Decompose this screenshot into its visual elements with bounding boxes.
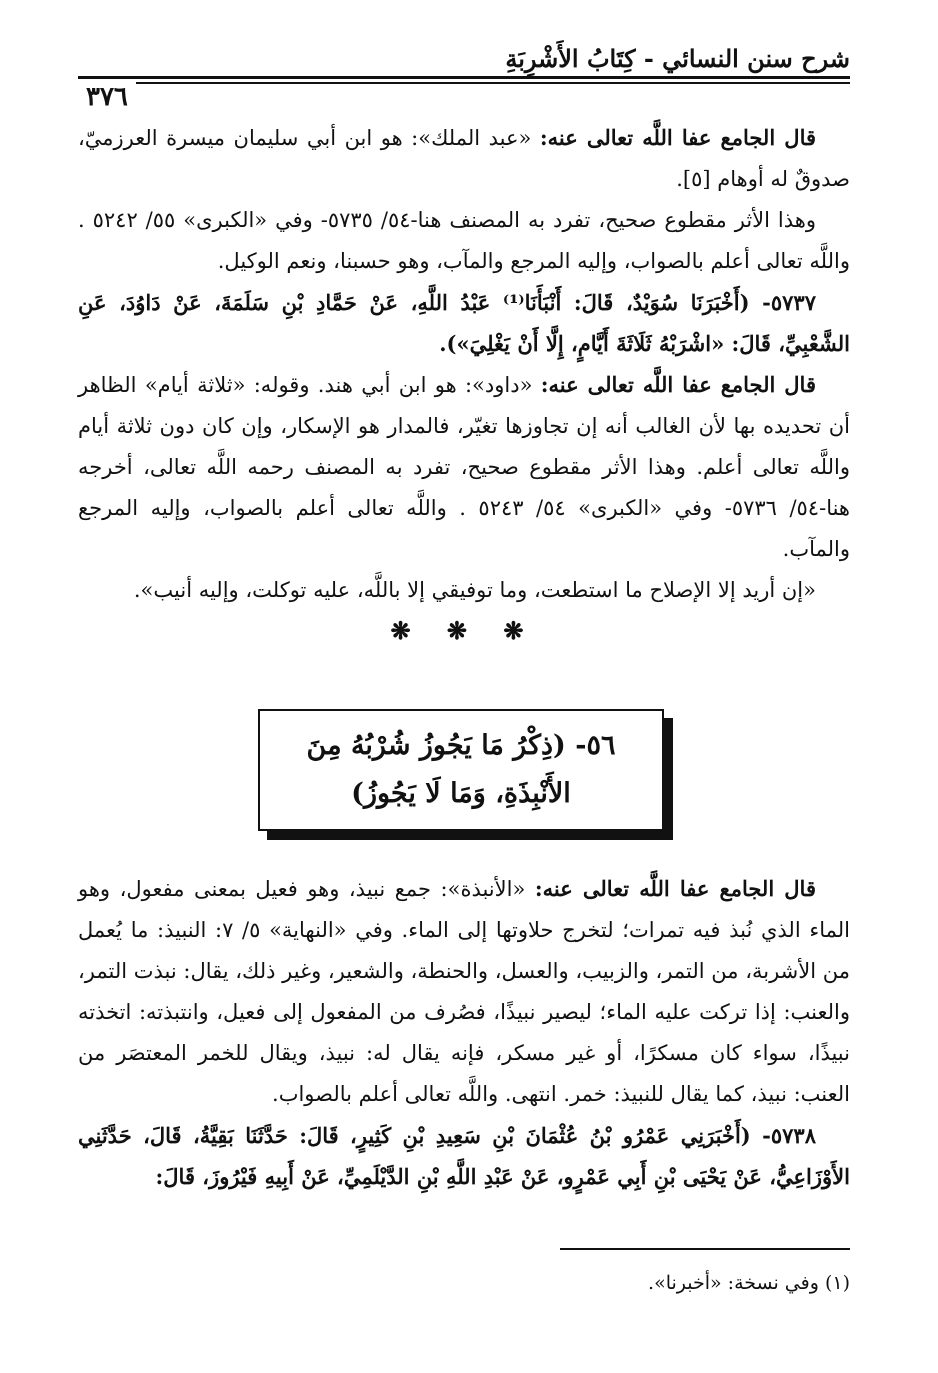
commentary-paragraph [78,117,850,200]
chapter-heading-line-1: ٥٦- (ذِكْرُ مَا يَجُوزُ شُرْبُهُ مِنَ [306,730,616,761]
page-number: ٣٧٦ [78,82,136,112]
section-one [78,117,850,651]
chapter-heading-box [258,709,664,831]
commentary-paragraph [78,364,850,570]
commentary-text: «عبد الملك»: هو ابن أبي سليمان ميسرة العرزميّ، صدوقٌ له أوهام [٥]. [78,126,850,191]
chapter-heading-line-2: الأَنْبِذَةِ، وَمَا لَا يَجُوزُ) [351,778,571,809]
section-two [78,868,850,1197]
commentary-text: «الأنبذة»: جمع نبيذ، وهو فعيل بمعنى مفعول، وهو الماء الذي نُبذ فيه تمرات؛ لتخرج حلاوتها إلى الماء. وفي «النهاية» ٥/ ٧: النبيذ: ما يُعمل من الأشربة، من التمر، والزبيب، والعسل، والحنطة، والشعير، وغير ذلك، يقال: نبذت التمر، والعنب: إذا تركت عليه الماء؛ ليصير نبيذًا، فصُرف من المفعول إلى فعيل، وانتبذته: اتخذته نبيذًا، سواء كان مسكرًا، أو غير مسكر، فإنه يقال له: نبيذ، ويقال للخمر المعتصَر من العنب: نبيذ، كما يقال للنبيذ: خمر. انتهى. واللَّه تعالى أعلم بالصواب. [78,877,850,1106]
header-rule-thick [78,76,850,79]
section-divider-stars: ❋ ❋ ❋ [390,616,538,645]
header-rule-thin [78,82,850,84]
hadith-5737: ٥٧٣٧- (أَخْبَرَنَا سُوَيْدٌ، قَالَ: أَنْبَأَنَا⁽¹⁾ عَبْدُ اللَّهِ، عَنْ حَمَّادِ بْنِ سَلَمَةَ، عَنْ دَاوُدَ، عَنِ الشَّعْبِيِّ، قَالَ: «اشْرَبْهُ ثَلَاثَةَ أَيَّامٍ، إِلَّا أَنْ يَغْلِيَ»). [78,290,850,356]
commentator-lead: قال الجامع عفا اللَّه تعالى عنه: [534,876,816,901]
commentator-lead: قال الجامع عفا اللَّه تعالى عنه: [540,372,816,397]
verdict-paragraph: وهذا الأثر مقطوع صحيح، تفرد به المصنف هنا-٥٤/ ٥٧٣٥- وفي «الكبرى» ٥٥/ ٥٢٤٢ . واللَّه تعالى أعلم بالصواب، وإليه المرجع والمآب، وهو حسبنا، ونعم الوكيل. [78,208,850,273]
book-title: شرح سنن النسائي - كِتَابُ الأَشْرِبَةِ [505,44,850,73]
commentary-text: «داود»: هو ابن أبي هند. وقوله: «ثلاثة أيام» الظاهر أن تحديده بها لأن الغالب أنه إن تجاوزها تغيّر، فالمدار هو الإسكار، وإن كان دون ثلاثة أيام واللَّه تعالى أعلم. وهذا الأثر مقطوع صحيح، تفرد به المصنف رحمه اللَّه تعالى، أخرجه هنا-٥٤/ ٥٧٣٦- وفي «الكبرى» ٥٤/ ٥٢٤٣ . واللَّه تعالى أعلم بالصواب، وإليه المرجع والمآب. [78,373,850,561]
running-header [78,40,850,112]
commentator-lead: قال الجامع عفا اللَّه تعالى عنه: [539,125,816,150]
closing-quote: «إن أريد إلا الإصلاح ما استطعت، وما توفيقي إلا باللَّه، عليه توكلت، وإليه أنيب». [133,578,816,602]
footnote-rule [560,1248,850,1250]
commentary-paragraph [78,868,850,1115]
hadith-5738: ٥٧٣٨- (أَخْبَرَنِي عَمْرُو بْنُ عُثْمَانَ بْنِ سَعِيدِ بْنِ كَثِيرٍ، قَالَ: حَدَّثَنَا بَقِيَّةُ، قَالَ، حَدَّثَنِي الأَوْزَاعِيُّ، عَنْ يَحْيَى بْنِ أَبِي عَمْرٍو، عَنْ عَبْدِ اللَّهِ بْنِ الدَّيْلَمِيِّ، عَنْ أَبِيهِ فَيْرُوزَ، قَالَ: [78,1123,850,1189]
footnote: (١) وفي نسخة: «أخبرنا». [648,1272,850,1294]
